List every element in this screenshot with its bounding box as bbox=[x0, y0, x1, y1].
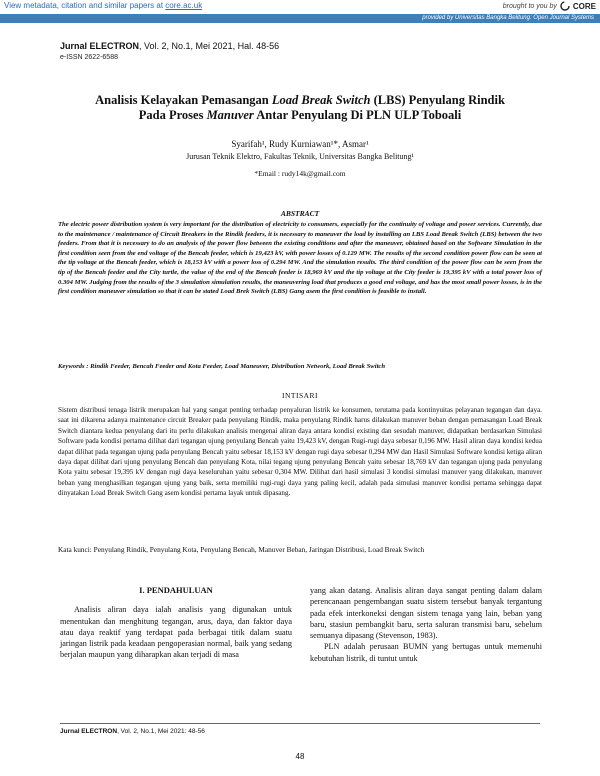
footer-divider bbox=[60, 723, 540, 724]
title-italic: Manuver bbox=[206, 108, 254, 122]
body-paragraph: Analisis aliran daya ialah analisis yang digunakan untuk menentukan dan menghitung tegangan, arus, daya, dan faktor daya atau daya reaktif yang terdapat pada berbagai titik dalam suatu jaringan listrik pada keadaan pengoperasian normal, baik yang sedang berjalan maupun yang diharapkan akan terjadi di masa bbox=[60, 605, 292, 660]
body-column-right bbox=[310, 585, 542, 664]
author-affiliation: Jurusan Teknik Elektro, Fakultas Teknik, Universitas Bangka Belitung¹ bbox=[186, 152, 414, 161]
intisari-text: Sistem distribusi tenaga listrik merupakan hal yang sangat penting terhadap penyaluran listrik ke konsumen, terutama pada kontinyuitas pelayanan tegangan dan daya. saat ini dikarena adanya maintenance circuit Breaker pada penyulang Rindik, maka penyulang Rindik harus dilakukan manuver beban dengan pemasangan Load Break Switch diantara kedua penyulang dari itu perlu dilakukan analisis mengenai aliran daya antara kondisi existing dan sesudah manuver, didapatkan berdasarkan Simulasi Software pada kondisi pertama dilihat dari tegangan ujung penyulang Bencah yaitu 19,423 kV, dengan Rugi-rugi daya sebesar 0,196 MW. Hasil aliran daya kondisi kedua dapat dilihat pada tegangan ujung pada penyulang Bencah yaitu sebesar 18,153 kV dengan rugi daya sebesar 0,294 MW dan Hasil Simulasi Software kondisi ketiga aliran daya dapat dilihat dari ujung penyulang Bencah dan penyulang Kota, nilai tegang ujung penyulang Bencah yaitu sebesar 18,769 kV dan tegangan ujung pada penyulang Kota yaitu sebesar 19,395 kV dengan rugi daya keseluruhan yaitu sebesar 0,304 MW. Dilihat dari hasil simulasi 3 kondisi simulasi manuver yang dilakukan, manuver beban yang menghasilkan tegangan ujung yang baik, serta memiliki rugi-rugi daya yang paling kecil, adalah pada simulasi manuver kondisi pertama sehingga dapat dinyatakan Load Break Switch Gang asem kondisi pertama layak untuk dipasang. bbox=[58, 406, 542, 498]
body-paragraph: PLN adalah perusaan BUMN yang bertugas untuk memenuhi kebutuhan listrik, di tuntut untuk bbox=[310, 642, 542, 663]
title-part: Analisis Kelayakan Pemasangan bbox=[95, 93, 272, 107]
core-brand: CORE bbox=[572, 1, 596, 11]
article-title bbox=[60, 93, 540, 123]
title-part: Antar Penyulang Di PLN ULP Toboali bbox=[253, 108, 462, 122]
body-paragraph: yang akan datang. Analisis aliran daya sangat penting dalam dalam perencanaan pengembangan suatu sistem tersebut banyak tergantung pada efek interkoneksi dengan sistem tenaga yang lain, beban yang baru, stasiun pembangkit baru, serta saluran transmisi baru, sebelum semuanya dipasang (Stevenson, 1983). bbox=[310, 586, 542, 641]
title-part: (LBS) Penyulang Rindik bbox=[370, 93, 505, 107]
brought-by-core[interactable] bbox=[503, 1, 596, 11]
core-link-prefix: View metadata, citation and similar papers at bbox=[4, 1, 166, 10]
title-part: Pada Proses bbox=[138, 108, 207, 122]
provided-by-text[interactable]: provided by Universitas Bangka Belitung: Open Journal Systems bbox=[422, 15, 594, 21]
footer-citation: , Vol. 2, No.1, Mei 2021: 48-56 bbox=[117, 728, 205, 735]
journal-issn: e-ISSN 2622-6588 bbox=[60, 54, 118, 61]
corresponding-email: *Email : rudy14k@gmail.com bbox=[254, 169, 346, 178]
core-metadata-link[interactable] bbox=[4, 1, 202, 10]
intisari-heading: INTISARI bbox=[281, 391, 319, 400]
title-italic: Load Break Switch bbox=[271, 93, 371, 107]
brought-by-text: brought to you by bbox=[502, 2, 557, 10]
intisari-keywords: Kata kunci: Penyulang Rindik, Penyulang Kota, Penyulang Bencah, Manuver Beban, Jaringan Distribusi, Load Break Switch bbox=[58, 545, 425, 554]
journal-header bbox=[60, 41, 279, 51]
footer-journal bbox=[60, 728, 205, 735]
top-metadata-bar bbox=[0, 0, 600, 12]
page-number: 48 bbox=[295, 752, 305, 761]
journal-name: Jurnal ELECTRON bbox=[60, 41, 140, 51]
provider-banner bbox=[0, 14, 600, 23]
abstract-text: The electric power distribution system is very important for the distribution of electricity to consumers, especially for the continuity of voltage and power services. Currently, due to the maintenance / maintenance of Circuit Breakers in the Rindik feeders, it is necessary to maneuver the load by installing an LBS Load Break Switch (LBS) between the two feeders. From that it is necessary to do an analysis of the power flow between the existing conditions and after the maneuver, obtained based on the Software Simulation in the first condition seen from the end voltage of the Bencah feeder, which is 19,423 kV, with power losses of 0.129 MW. The results of the second condition power flow can be seen at the tip voltage at the Bencah feeder, which is 18,153 kV with a power loss of 0.294 MW. And the simulation results. The third condition of the power flow can be seen from the tip of the Bencah feeder and the City turtle, the value of the end of the Bencah feeder is 18,969 kV and the tip voltage at the City feeder is 19,395 kV with a total power loss of 0.304 MW. Judging from the results of the 3 simulation simulation results, the maneuvering load that produces a good end voltage, and has the most small power losses, is in the first condition maneuver simulation so that it can be stated Load Brek Switch (LBS) Gang asem the first condition is feasible to install. bbox=[58, 221, 542, 296]
journal-citation: , Vol. 2, No.1, Mei 2021, Hal. 48-56 bbox=[139, 41, 280, 51]
abstract-heading: ABSTRACT bbox=[280, 209, 320, 218]
article-authors: Syarifah¹, Rudy Kurniawan¹*, Asmar¹ bbox=[231, 139, 369, 149]
core-logo-icon bbox=[560, 1, 570, 11]
footer-journal-name: Jurnal ELECTRON bbox=[60, 728, 118, 735]
abstract-keywords: Keywords : Rindik Feeder, Bencah Feeder and Kota Feeder, Load Maneuver, Distribution Network, Load Break Switch bbox=[58, 363, 386, 370]
core-link-site[interactable]: core.ac.uk bbox=[165, 1, 203, 10]
section-heading: I. PENDAHULUAN bbox=[139, 585, 213, 595]
body-column-left bbox=[60, 585, 292, 661]
